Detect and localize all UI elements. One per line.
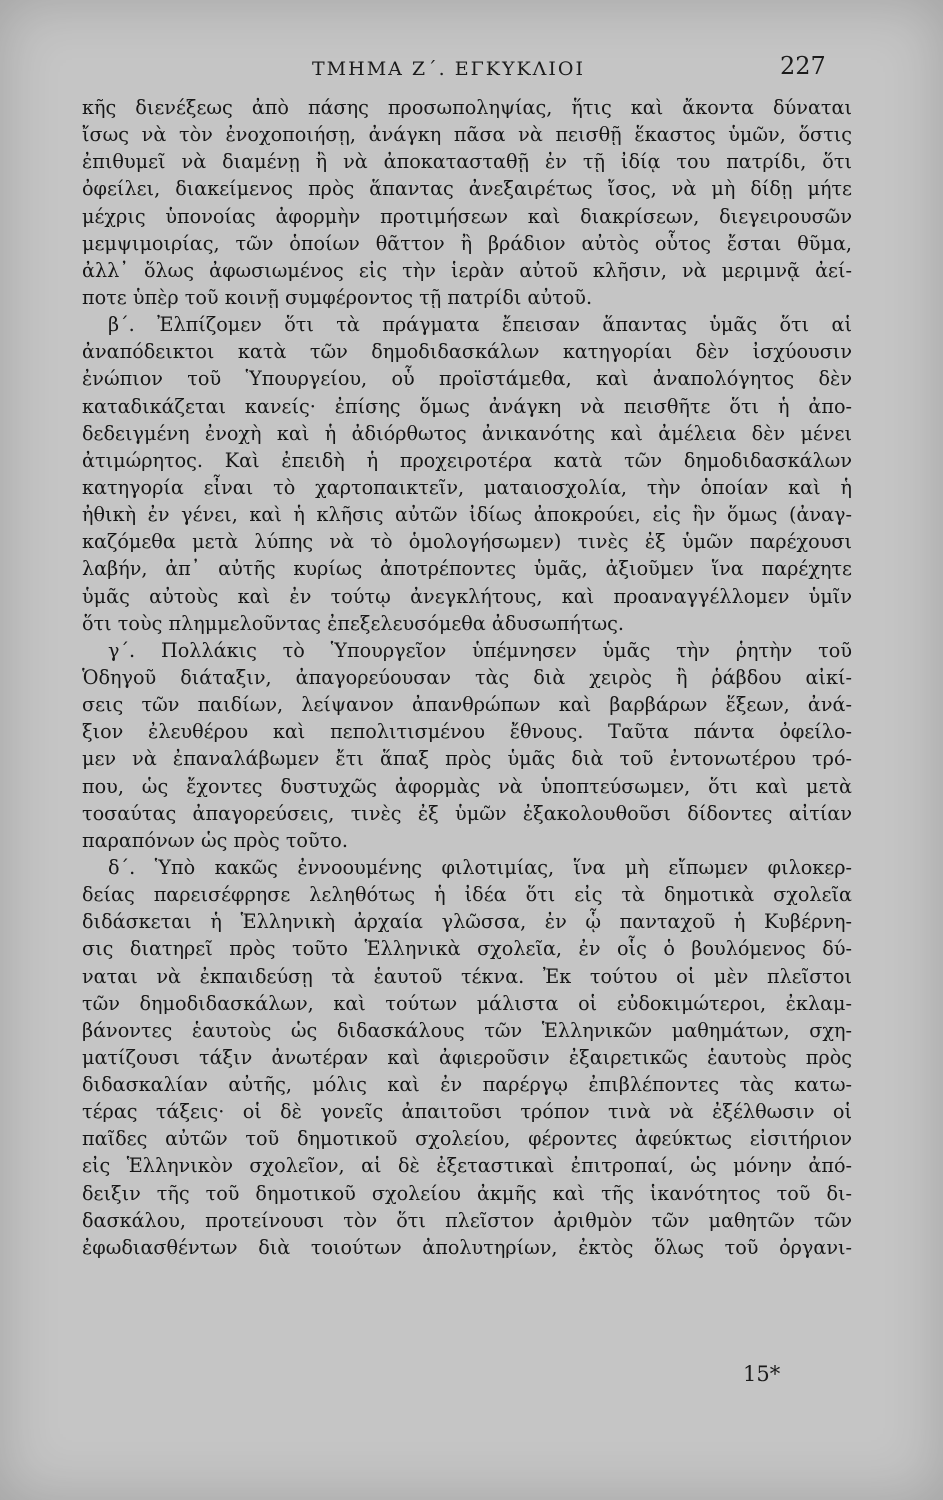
text-line: μεν νὰ ἐπαναλάβωμεν ἔτι ἅπαξ πρὸς ὑμᾶς διὰ τοῦ ἐντονωτέρου τρό-	[82, 747, 852, 771]
text-line: ὀφείλει, διακείμενος πρὸς ἅπαντας ἀνεξαιρέτως ἴσος, νὰ μὴ δίδῃ μήτε	[82, 177, 852, 201]
text-line: τῶν δημοδιδασκάλων, καὶ τούτων μάλιστα οἱ εὐδοκιμώτεροι, ἐκλαμ-	[82, 991, 852, 1015]
text-line: ναται νὰ ἐκπαιδεύσῃ τὰ ἑαυτοῦ τέκνα. Ἐκ τούτου οἱ μὲν πλεῖστοι	[82, 964, 852, 988]
text-line: σεις τῶν παιδίων, λείψανον ἀπανθρώπων καὶ βαρβάρων ἕξεων, ἀνά-	[82, 693, 852, 717]
text-line: καταδικάζεται κανείς· ἐπίσης ὅμως ἀνάγκη νὰ πεισθῆτε ὅτι ἡ ἀπο-	[82, 394, 852, 418]
text-line: τέρας τάξεις· οἱ δὲ γονεῖς ἀπαιτοῦσι τρόπον τινὰ νὰ ἐξέλθωσιν οἱ	[82, 1100, 852, 1124]
text-line: καζόμεθα μετὰ λύπης νὰ τὸ ὁμολογήσωμεν) τινὲς ἐξ ὑμῶν παρέχουσι	[82, 530, 852, 554]
text-line: σις διατηρεῖ πρὸς τοῦτο Ἑλληνικὰ σχολεῖα, ἐν οἷς ὁ βουλόμενος δύ-	[82, 937, 852, 961]
text-line: ἠθικὴ ἐν γένει, καὶ ἡ κλῆσις αὐτῶν ἰδίως ἀποκρούει, εἰς ἣν ὅμως (ἀναγ-	[82, 503, 852, 527]
text-line: ἐπιθυμεῖ νὰ διαμένῃ ἢ νὰ ἀποκατασταθῇ ἐν τῇ ἰδίᾳ του πατρίδι, ὅτι	[82, 150, 852, 174]
text-line: δεδειγμένη ἐνοχὴ καὶ ἡ ἀδιόρθωτος ἀνικανότης καὶ ἀμέλεια δὲν μένει	[82, 421, 852, 445]
text-line: ποτε ὑπὲρ τοῦ κοινῇ συμφέροντος τῇ πατρίδι αὐτοῦ.	[82, 285, 593, 309]
text-line: τοσαύτας ἀπαγορεύσεις, τινὲς ἐξ ὑμῶν ἐξακολουθοῦσι δίδοντες αἰτίαν	[82, 801, 852, 825]
running-head: ΤΜΗΜΑ Ζ΄. ΕΓΚΥΚΛΙΟΙ	[312, 58, 585, 80]
text-line: δείας παρεισέφρησε λεληθότως ἡ ἰδέα ὅτι εἰς τὰ δημοτικὰ σχολεῖα	[82, 883, 852, 907]
text-line: δασκάλου, προτείνουσι τὸν ὅτι πλεῖστον ἀριθμὸν τῶν μαθητῶν τῶν	[82, 1208, 852, 1232]
text-line: διδάσκεται ἡ Ἑλληνικὴ ἀρχαία γλῶσσα, ἐν ᾧ πανταχοῦ ἡ Κυβέρνη-	[82, 910, 852, 934]
page-number: 227	[780, 52, 826, 80]
text-line: ἀναπόδεικτοι κατὰ τῶν δημοδιδασκάλων κατηγορίαι δὲν ἰσχύουσιν	[82, 340, 852, 364]
text-line: λαβήν, ἀπ᾽ αὐτῆς κυρίως ἀποτρέποντες ὑμᾶς, ἀξιοῦμεν ἵνα παρέχητε	[82, 557, 852, 581]
text-line: κατηγορία εἶναι τὸ χαρτοπαικτεῖν, ματαιοσχολία, τὴν ὁποίαν καὶ ἡ	[82, 475, 852, 499]
text-line: παραπόνων ὡς πρὸς τοῦτο.	[82, 828, 348, 852]
text-line: μεμψιμοιρίας, τῶν ὁποίων θᾶττον ἢ βράδιον αὐτὸς οὗτος ἔσται θῦμα,	[82, 231, 852, 255]
text-line: βάνοντες ἑαυτοὺς ὡς διδασκάλους τῶν Ἑλληνικῶν μαθημάτων, σχη-	[82, 1018, 852, 1042]
text-line: εἰς Ἑλληνικὸν σχολεῖον, αἱ δὲ ἐξεταστικαὶ ἐπιτροπαί, ὡς μόνην ἀπό-	[82, 1154, 852, 1178]
text-line: δειξιν τῆς τοῦ δημοτικοῦ σχολείου ἀκμῆς καὶ τῆς ἱκανότητος τοῦ δι-	[82, 1181, 852, 1205]
text-line: ἴσως νὰ τὸν ἐνοχοποιήσῃ, ἀνάγκη πᾶσα νὰ πεισθῇ ἕκαστος ὑμῶν, ὅστις	[82, 123, 852, 147]
text-line: μέχρις ὑπονοίας ἀφορμὴν προτιμήσεων καὶ διακρίσεων, διεγειρουσῶν	[82, 204, 852, 228]
signature-mark: 15*	[743, 1362, 781, 1386]
text-line: β΄. Ἐλπίζομεν ὅτι τὰ πράγματα ἔπεισαν ἅπαντας ὑμᾶς ὅτι αἱ	[108, 313, 852, 337]
text-line: ὑμᾶς αὐτοὺς καὶ ἐν τούτῳ ἀνεγκλήτους, καὶ προαναγγέλλομεν ὑμῖν	[82, 584, 852, 608]
text-line: που, ὡς ἔχοντες δυστυχῶς ἀφορμὰς νὰ ὑποπτεύσωμεν, ὅτι καὶ μετὰ	[82, 774, 852, 798]
text-line: ἐφωδιασθέντων διὰ τοιούτων ἀπολυτηρίων, ἐκτὸς ὅλως τοῦ ὀργανι-	[82, 1235, 852, 1259]
text-line: ματίζουσι τάξιν ἀνωτέραν καὶ ἀφιεροῦσιν ἐξαιρετικῶς ἑαυτοὺς πρὸς	[82, 1045, 852, 1069]
text-line: ἀλλ᾽ ὅλως ἀφωσιωμένος εἰς τὴν ἱερὰν αὐτοῦ κλῆσιν, νὰ μεριμνᾷ ἀεί-	[82, 258, 852, 282]
text-line: διδασκαλίαν αὐτῆς, μόλις καὶ ἐν παρέργῳ ἐπιβλέποντες τὰς κατω-	[82, 1073, 852, 1097]
body-text	[82, 94, 852, 1261]
text-line: ἐνώπιον τοῦ Ὑπουργείου, οὗ προϊστάμεθα, καὶ ἀναπολόγητος δὲν	[82, 367, 852, 391]
text-line: ὅτι τοὺς πλημμελοῦντας ἐπεξελευσόμεθα ἀδυσωπήτως.	[82, 611, 624, 635]
text-line: ξιον ἐλευθέρου καὶ πεπολιτισμένου ἔθνους. Ταῦτα πάντα ὀφείλο-	[82, 720, 852, 744]
text-line: γ΄. Πολλάκις τὸ Ὑπουργεῖον ὑπέμνησεν ὑμᾶς τὴν ῥητὴν τοῦ	[108, 638, 852, 662]
text-line: κῆς διενέξεως ἀπὸ πάσης προσωποληψίας, ἥτις καὶ ἄκοντα δύναται	[82, 96, 852, 119]
text-line: δ΄. Ὑπὸ κακῶς ἐννοουμένης φιλοτιμίας, ἵνα μὴ εἴπωμεν φιλοκερ-	[108, 855, 852, 879]
text-line: ἀτιμώρητος. Καὶ ἐπειδὴ ἡ προχειροτέρα κατὰ τῶν δημοδιδασκάλων	[82, 448, 852, 472]
text-line: παῖδες αὐτῶν τοῦ δημοτικοῦ σχολείου, φέροντες ἀφεύκτως εἰσιτήριον	[82, 1127, 852, 1151]
text-line: Ὁδηγοῦ διάταξιν, ἀπαγορεύουσαν τὰς διὰ χειρὸς ἢ ῥάβδου αἰκί-	[82, 665, 852, 689]
